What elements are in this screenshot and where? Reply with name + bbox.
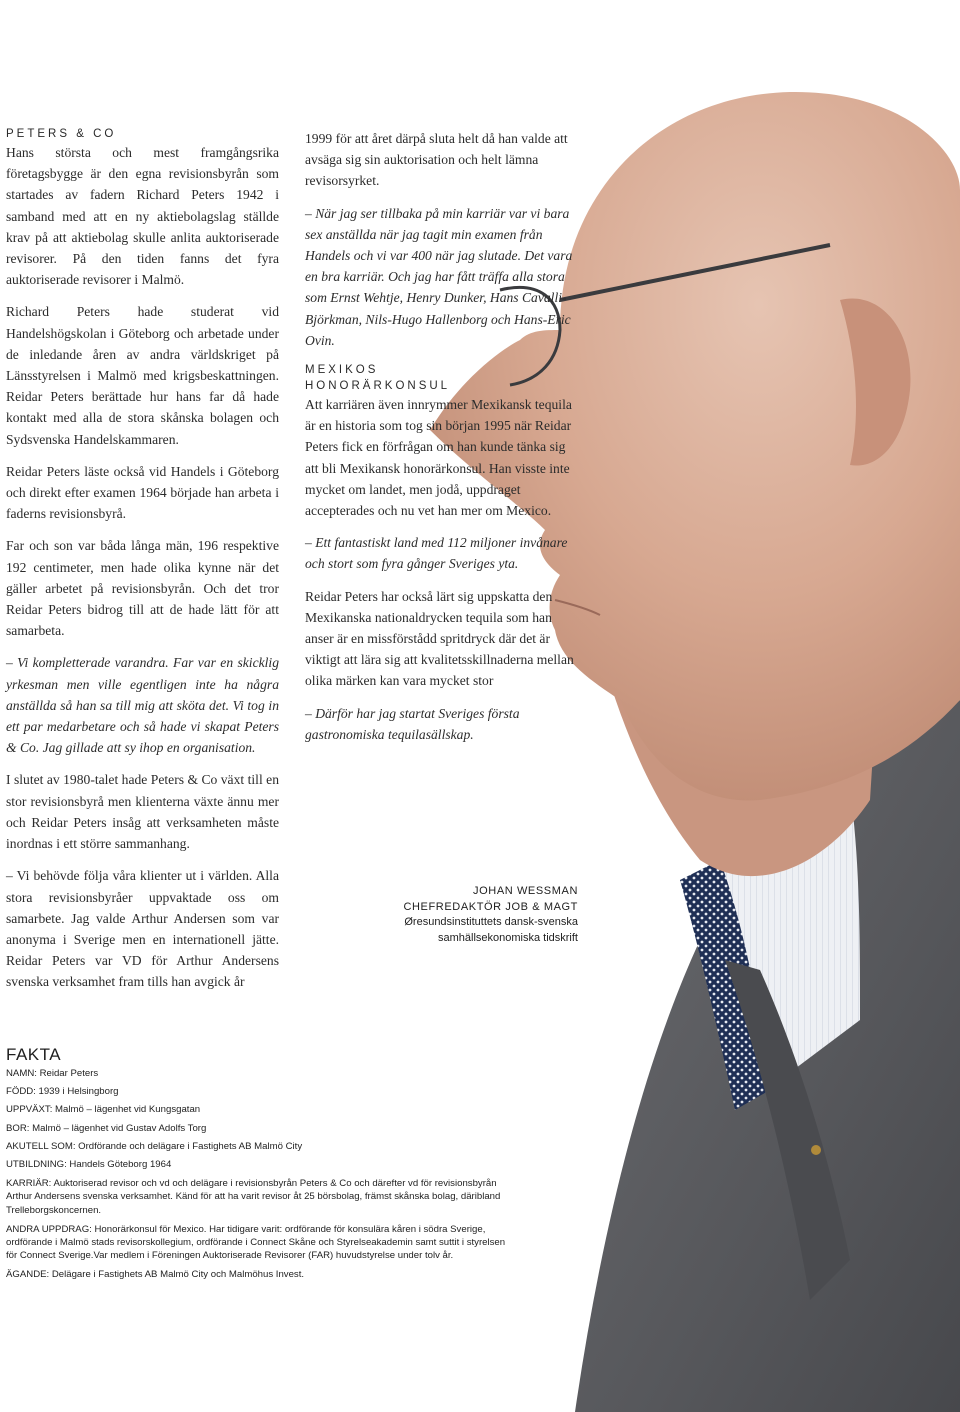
fakta-row-andra-uppdrag: ANDRA UPPDRAG: Honorärkonsul för Mexico. Har tidigare varit: ordförande för konsulära kåren i södra Sverige, ordförande i Malmö stads revisorskollegium, ordförande i Connect Skåne och Styrelseakademin samt suttit i styrelsen för Connect Sverige.Var medlem i Föreningen Auktoriserade Revisorer (FAR) huvudstyrelse under tolv år.: [6, 1223, 506, 1262]
paragraph: Reidar Peters har också lärt sig uppskatta den Mexikanska nationaldrycken tequila som han anser är en missförstådd spritdryck där det är viktigt att lära sig att kvalitetsskillnaderna mellan olika märken kan vara mycket stor: [305, 588, 574, 689]
fakta-row-karriar: KARRIÄR: Auktoriserad revisor och vd och delägare i revisionsbyrån Peters & Co och därefter vd för revisionsbyrån Arthur Andersens svenska verksamhet. Känd för att ha varit revisor åt 25 börsbolag, främst skånska bolag, däribland Trelleborgskoncernen.: [6, 1178, 501, 1216]
paragraph: – Vi behövde följa våra klienter ut i världen. Alla stora revisionsbyråer uppvaktade oss om samarbete. Jag valde Arthur Andersen som var anonyma i Sverige men en internationell jätte. Reidar Peters var VD för Arthur Andersens svenska verksamhet fram tills han avgick år: [6, 868, 279, 990]
quote-paragraph: – Därför har jag startat Sveriges första gastronomiska tequilasällskap.: [305, 705, 520, 742]
paragraph: I slutet av 1980-talet hade Peters & Co växt till en stor revisionsbyrå men klienterna växte ännu mer och Reidar Peters insåg att verksamheten måste inordnas i ett större sammanhang.: [6, 772, 279, 852]
fakta-box: [6, 1044, 506, 1287]
byline: [330, 884, 578, 946]
right-column: [305, 128, 580, 756]
paragraph: Hans största och mest framgångsrika företagsbygge är den egna revisionsbyrån som startades av fadern Richard Peters 1942 i samband med att en ny aktiebolagslag ställde krav på att aktiebolag skulle anlita auktoriserade revisorer. På den tiden fanns det fyra auktoriserade revisorer i Malmö.: [6, 145, 279, 288]
paragraph: 1999 för att året därpå sluta helt då han valde att avsäga sig sin auktorisation och helt lämna revisorsyrket.: [305, 131, 568, 189]
paragraph: Att karriären även innrymmer Mexikansk tequila är en historia som tog sin början 1995 när Reidar Peters fick en förfrågan om han kunde tänka sig att bli Mexikansk honorärkonsul. Han visste inte mycket om landet, men jodå, uppdraget accepterades och nu vet han mer om Mexico.: [305, 397, 572, 519]
section-kicker-peters: PETERS & CO: [6, 128, 117, 140]
lapel-pin: [811, 1145, 821, 1155]
paragraph: Richard Peters hade studerat vid Handelshögskolan i Göteborg och arbetade under de inledande åren av andra världskriget på Länsstyrelsen i Malmö med krigsbeskattningen. Reidar Peters berättade hur hans far då hade kontakt med alla de stora skånska bolagen och Sydsvenska Handelskammaren.: [6, 304, 279, 447]
fakta-row-namn: NAMN: Reidar Peters: [6, 1068, 99, 1079]
fakta-row-agande: ÄGANDE: Delägare i Fastighets AB Malmö City och Malmöhus Invest.: [6, 1269, 305, 1281]
fakta-row-akutell: AKUTELL SOM: Ordförande och delägare i Fastighets AB Malmö City: [6, 1140, 303, 1152]
quote-paragraph: – Vi kompletterade varandra. Far var en skicklig yrkesman men ville egentligen inte ha några anställda så han sa till mig att sköta det. Vi tog in ett par medarbetare och så hade vi skapat Peters & Co. Jag gillade att sy ihop en organisation.: [6, 655, 279, 756]
paragraph: Reidar Peters läste också vid Handels i Göteborg och direkt efter examen 1964 började han arbeta i faderns revisionsbyrå.: [6, 463, 279, 522]
quote-paragraph: – När jag ser tillbaka på min karriär var vi bara sex anställda när jag tagit min examen från Handels och vi var 400 när jag slutade. Det vara en bra karriär. Och jag har fått träffa alla stora som Ernst Wehtje, Henry Dunker, Hans Cavalli-Björkman, Nils-Hugo Hallenborg och Hans-Eric Ovin.: [305, 205, 573, 348]
fakta-row-bor: BOR: Malmö – lägenhet vid Gustav Adolfs Torg: [6, 1122, 207, 1134]
fakta-title: FAKTA: [6, 1045, 62, 1064]
section-kicker-honorarkonsul: HONORÄRKONSUL: [305, 380, 451, 393]
publication-line: Øresundsinstituttets dansk-svenska: [404, 916, 578, 928]
publication-line: samhällsekonomiska tidskrift: [438, 931, 578, 944]
quote-paragraph: – Ett fantastiskt land med 112 miljoner invånare och stort som fyra gånger Sveriges yta.: [305, 535, 568, 572]
section-kicker-mexikos: MEXIKOS: [305, 364, 379, 377]
fakta-row-uppvaxt: UPPVÄXT: Malmö – lägenhet vid Kungsgatan: [6, 1104, 201, 1116]
author-title: CHEFREDAKTÖR JOB & MAGT: [403, 900, 578, 913]
left-column: [6, 126, 279, 1004]
fakta-row-fodd: FÖDD: 1939 i Helsingborg: [6, 1086, 119, 1098]
fakta-row-utbildning: UTBILDNING: Handels Göteborg 1964: [6, 1159, 172, 1171]
paragraph: Far och son var båda långa män, 196 respektive 192 centimeter, men hade olika kynne när det gäller arbetet på revisionsbyrån. Och det tror Reidar Peters bidrog till att de hade lätt för att samarbeta.: [6, 538, 279, 639]
author-name: JOHAN WESSMAN: [473, 885, 578, 897]
